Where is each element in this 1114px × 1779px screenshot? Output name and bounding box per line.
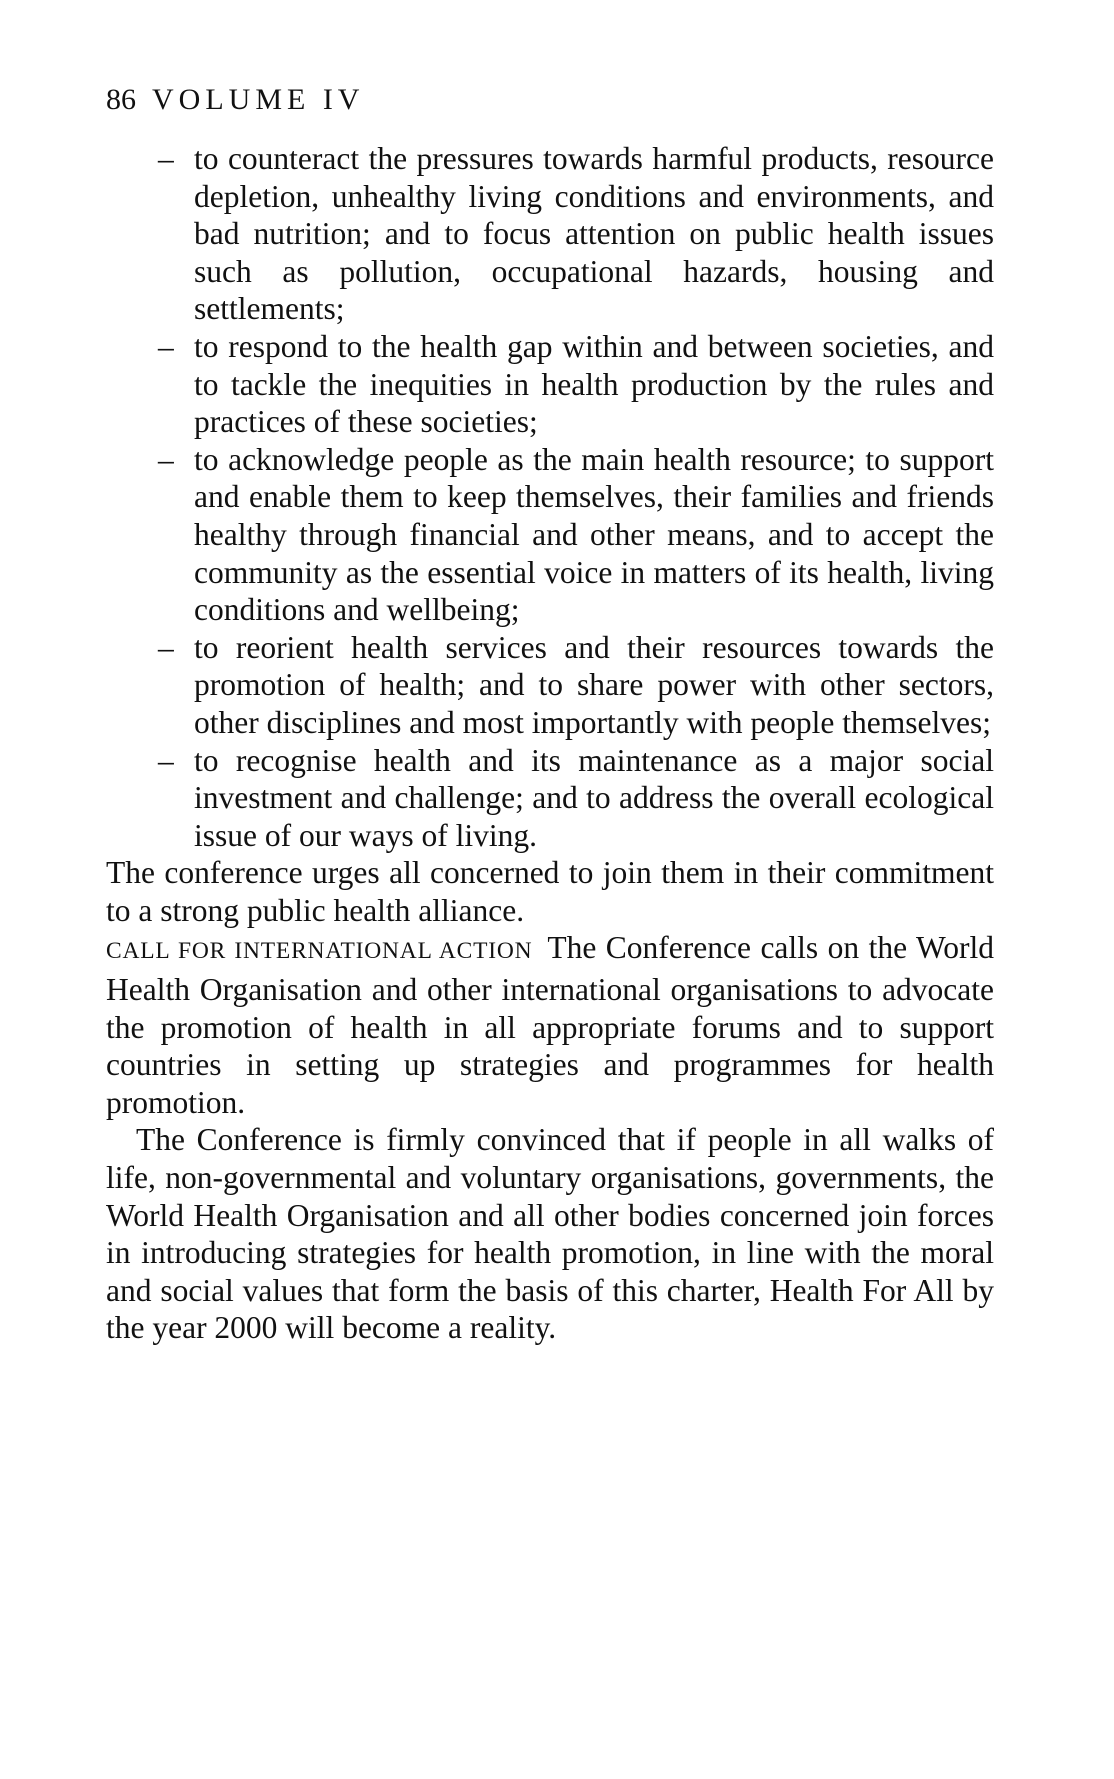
list-dash: – bbox=[158, 629, 174, 665]
section-heading: CALL FOR INTERNATIONAL ACTION bbox=[106, 938, 533, 965]
list-item bbox=[106, 441, 994, 629]
list-item bbox=[106, 629, 994, 742]
list-item bbox=[106, 742, 994, 855]
volume-title: VOLUME IV bbox=[152, 83, 365, 116]
list-item bbox=[106, 328, 994, 441]
list-dash: – bbox=[158, 328, 174, 364]
list-item-text: to reorient health services and their resources towards the promotion of health; and to share power with other sectors, other disciplines and most importantly with people themselves; bbox=[194, 629, 994, 740]
paragraph-call-text: The Conference calls on the World Health Organisation and other international organisations to advocate the promotion of health in all appropriate forums and to support countries in setting up strategies and programmes for health promotion. bbox=[106, 930, 994, 1120]
page-number: 86 bbox=[106, 83, 136, 116]
paragraph-call-for-action bbox=[106, 929, 994, 1121]
body-text bbox=[106, 140, 994, 1347]
paragraph-conviction: The Conference is firmly convinced that if people in all walks of life, non-governmental and voluntary organisations, governments, the World Health Organisation and all other bodies concerned join forces in introducing strategies for health promotion, in line with the moral and social values that form the basis of this charter, Health For All by the year 2000 will become a reality. bbox=[106, 1122, 994, 1346]
list-item-text: to counteract the pressures towards harmful products, resource depletion, unhealthy living conditions and environments, and bad nutrition; and to focus attention on public health issues such as pollution, occupational hazards, housing and settlements; bbox=[194, 141, 994, 327]
running-head bbox=[106, 82, 364, 118]
list-dash: – bbox=[158, 441, 174, 477]
list-item-text: to respond to the health gap within and between societies, and to tackle the inequities in health production by the rules and practices of these societies; bbox=[194, 328, 994, 440]
list-dash: – bbox=[158, 141, 174, 176]
list-item-text: to acknowledge people as the main health resource; to support and enable them to keep themselves, their families and friends healthy through financial and other means, and to accept the community as the essential voice in matters of its health, living conditions and wellbeing; bbox=[194, 441, 994, 628]
list-item-text: to recognise health and its maintenance as a major social investment and challenge; and to address the overall ecological issue of our ways of living. bbox=[194, 742, 994, 853]
list-dash: – bbox=[158, 742, 174, 778]
paragraph-urge: The conference urges all concerned to join them in their commitment to a strong public health alliance. bbox=[106, 855, 994, 928]
list-item bbox=[106, 140, 994, 328]
action-list bbox=[106, 140, 994, 854]
